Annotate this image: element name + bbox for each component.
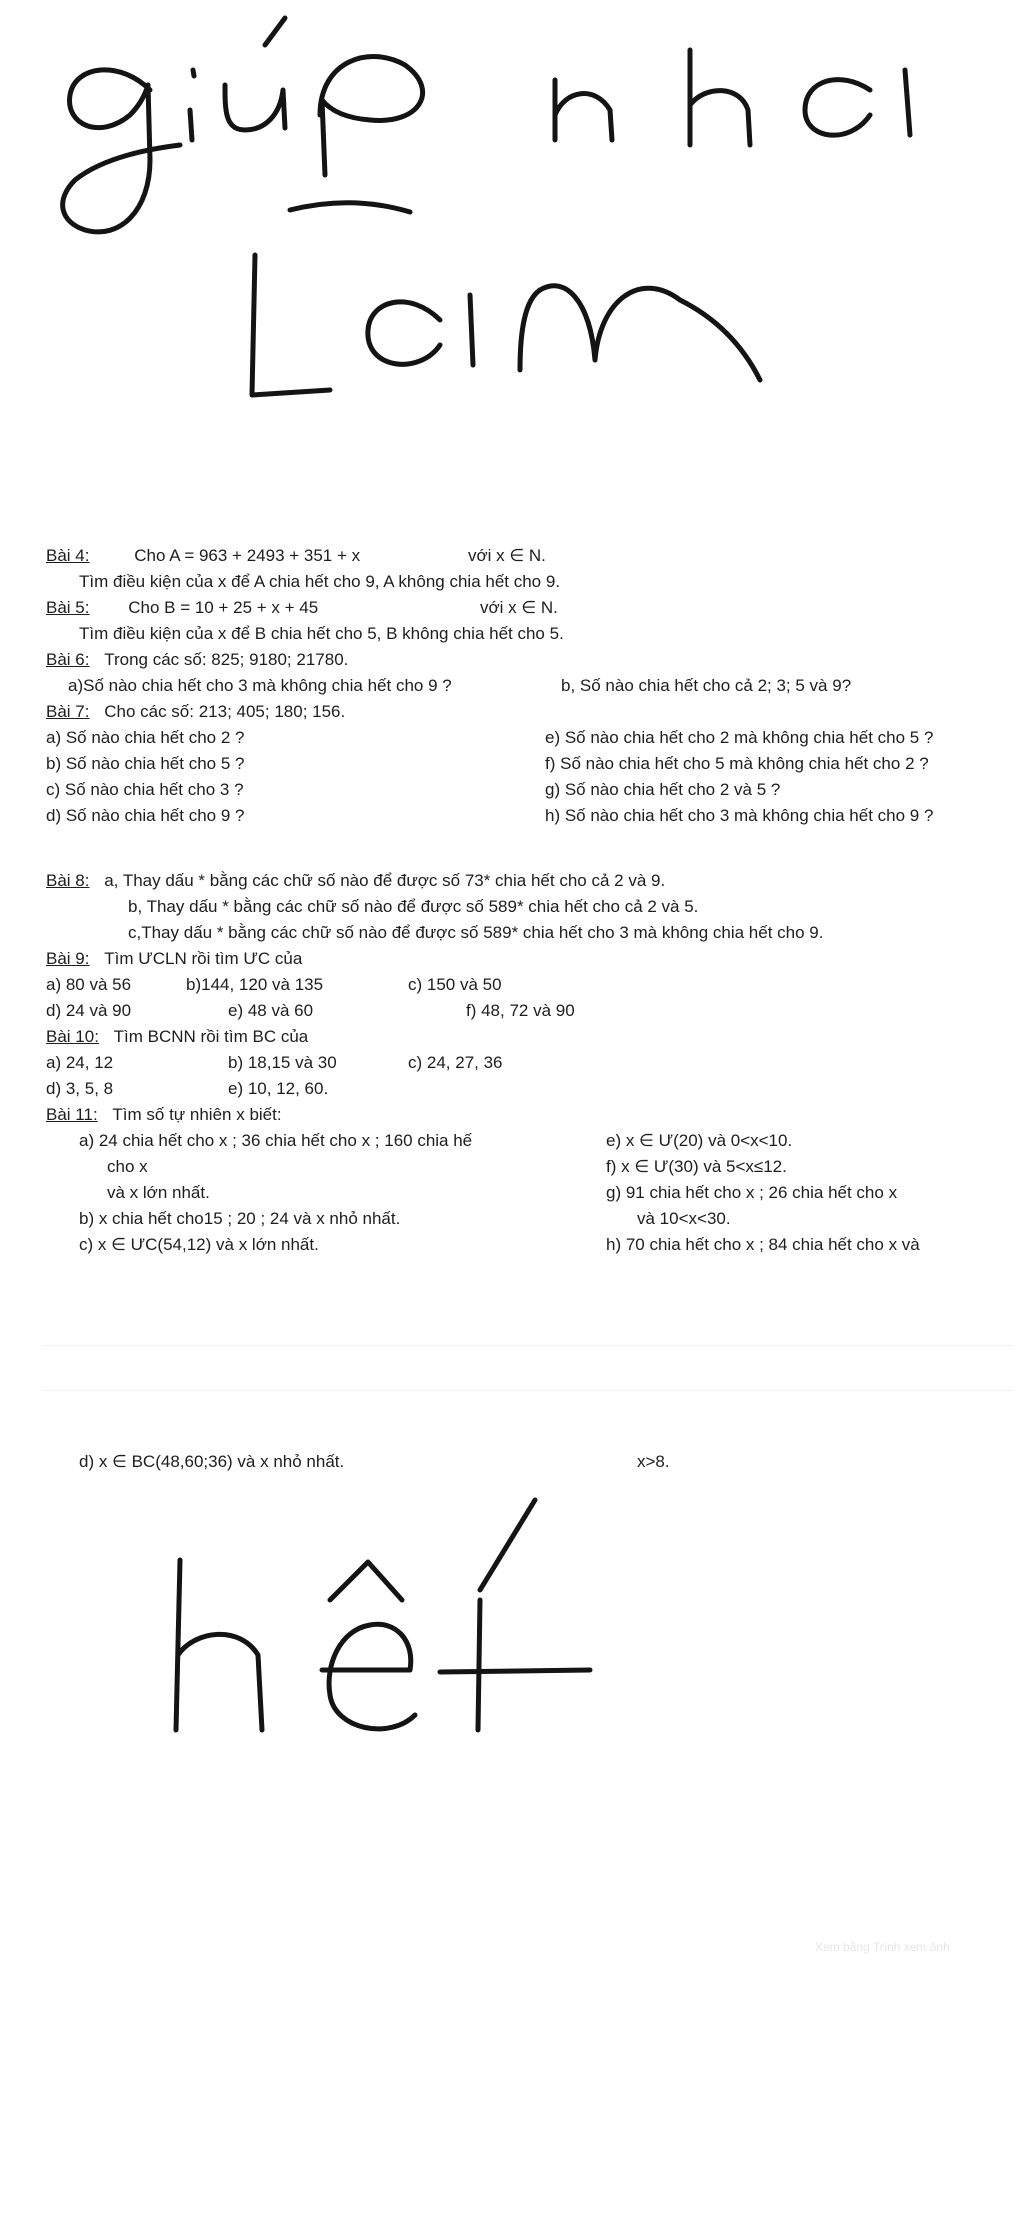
exercise-7-part-h: h) Số nào chia hết cho 3 mà không chia hết cho 9 ? <box>545 806 934 825</box>
handwritten-letter-a2 <box>368 295 473 365</box>
exercise-5-question: Tìm điều kiện của x để B chia hết cho 5, B không chia hết cho 5. <box>79 624 564 643</box>
exercise-9-title-line <box>46 948 302 970</box>
exercise-11-part-g-line1: g) 91 chia hết cho x ; 26 chia hết cho x <box>606 1183 898 1202</box>
handwritten-title <box>0 0 1024 500</box>
exercise-9-part-d: d) 24 và 90 <box>46 1001 132 1020</box>
exercise-6-part-a: a)Số nào chia hết cho 3 mà không chia hết cho 9 ? <box>68 676 452 695</box>
handwritten-letter-i <box>190 70 194 140</box>
exercise-7-part-f: f) Số nào chia hết cho 5 mà không chia hết cho 2 ? <box>545 754 929 773</box>
exercise-4-condition: với x ∈ N. <box>468 546 546 565</box>
handwritten-circumflex <box>330 1562 402 1600</box>
exercise-5-condition: với x ∈ N. <box>480 598 558 617</box>
handwritten-acute <box>480 1500 535 1590</box>
exercise-11-part-h: h) 70 chia hết cho x ; 84 chia hết cho x và <box>606 1235 920 1254</box>
handwritten-dash <box>290 203 410 212</box>
exercise-9-text: Tìm ƯCLN rồi tìm ƯC của <box>104 949 303 968</box>
handwritten-letter-h2 <box>176 1560 262 1730</box>
page-divider-top <box>44 1345 1014 1346</box>
exercise-6-title-line <box>46 649 348 671</box>
exercise-4-text: Cho A = 963 + 2493 + 351 + x <box>134 546 361 565</box>
handwritten-letter-t <box>440 1600 590 1730</box>
exercise-11-part-d: d) x ∈ BC(48,60;36) và x nhỏ nhất. <box>79 1452 345 1471</box>
handwritten-letter-L <box>252 255 330 395</box>
image-viewer-watermark: Xem bằng Trình xem ảnh <box>815 1940 950 1954</box>
exercise-7-part-c: c) Số nào chia hết cho 3 ? <box>46 780 244 799</box>
exercise-11-part-a-line2: cho x <box>107 1157 148 1176</box>
exercise-11-title-line <box>46 1104 282 1126</box>
exercise-11-part-e: e) x ∈ Ư(20) và 0<x<10. <box>606 1131 793 1150</box>
handwritten-letter-m <box>520 286 760 380</box>
handwritten-end-word <box>0 1490 700 1780</box>
exercise-10-part-d: d) 3, 5, 8 <box>46 1079 114 1098</box>
exercise-7-title-line <box>46 701 345 723</box>
exercise-9-part-f: f) 48, 72 và 90 <box>466 1001 575 1020</box>
page-divider-bottom <box>44 1390 1014 1391</box>
exercise-7-part-d: d) Số nào chia hết cho 9 ? <box>46 806 245 825</box>
exercise-7-part-e: e) Số nào chia hết cho 2 mà không chia hết cho 5 ? <box>545 728 934 747</box>
exercise-11-part-g-line2: và 10<x<30. <box>637 1209 731 1228</box>
exercise-10-part-e: e) 10, 12, 60. <box>228 1079 329 1098</box>
exercise-11-part-a-line1: a) 24 chia hết cho x ; 36 chia hết cho x ; 160 chia hế <box>79 1131 473 1150</box>
exercise-11-part-c: c) x ∈ ƯC(54,12) và x lớn nhất. <box>79 1235 319 1254</box>
exercise-10-text: Tìm BCNN rồi tìm BC của <box>113 1027 309 1046</box>
exercise-9-part-e: e) 48 và 60 <box>228 1001 314 1020</box>
handwritten-accent <box>265 18 285 45</box>
exercise-7-part-a: a) Số nào chia hết cho 2 ? <box>46 728 245 747</box>
exercise-11-part-f: f) x ∈ Ư(30) và 5<x≤12. <box>606 1157 787 1176</box>
exercise-7-label: Bài 7: <box>46 702 90 721</box>
exercise-7-text: Cho các số: 213; 405; 180; 156. <box>104 702 346 721</box>
exercise-5-title-line <box>46 597 558 619</box>
exercise-6-part-b: b, Số nào chia hết cho cả 2; 3; 5 và 9? <box>561 676 852 695</box>
exercise-10-part-c: c) 24, 27, 36 <box>408 1053 503 1072</box>
exercise-8-label: Bài 8: <box>46 871 90 890</box>
handwritten-letter-g <box>63 70 180 232</box>
exercise-11-text: Tìm số tự nhiên x biết: <box>112 1105 282 1124</box>
exercise-11-label: Bài 11: <box>46 1105 98 1124</box>
exercise-8-part-c: c,Thay dấu * bằng các chữ số nào để được số 589* chia hết cho 3 mà không chia hết cho 9. <box>128 923 824 942</box>
handwritten-letter-a <box>805 70 910 135</box>
handwritten-letter-n <box>555 80 612 140</box>
handwritten-letter-p <box>320 57 423 175</box>
handwritten-letter-e <box>322 1624 415 1729</box>
exercise-9-part-a: a) 80 và 56 <box>46 975 132 994</box>
exercise-5-label: Bài 5: <box>46 598 90 617</box>
exercise-8-part-b: b, Thay dấu * bằng các chữ số nào để được số 589* chia hết cho cả 2 và 5. <box>128 897 699 916</box>
exercise-7-part-g: g) Số nào chia hết cho 2 và 5 ? <box>545 780 781 799</box>
exercise-9-part-c: c) 150 và 50 <box>408 975 502 994</box>
exercise-10-part-a: a) 24, 12 <box>46 1053 114 1072</box>
exercise-4-title-line <box>46 545 546 567</box>
exercise-10-label: Bài 10: <box>46 1027 99 1046</box>
exercise-10-title-line <box>46 1026 308 1048</box>
exercise-5-text: Cho B = 10 + 25 + x + 45 <box>128 598 319 617</box>
handwritten-letter-h <box>690 50 750 145</box>
exercise-8-part-a: a, Thay dấu * bằng các chữ số nào để được số 73* chia hết cho cả 2 và 9. <box>104 871 666 890</box>
exercise-9-part-b: b)144, 120 và 135 <box>186 975 324 994</box>
exercise-11-part-a-line3: và x lớn nhất. <box>107 1183 210 1202</box>
exercise-8-title-line <box>46 870 665 892</box>
handwritten-letter-u <box>225 85 285 130</box>
exercise-10-part-b: b) 18,15 và 30 <box>228 1053 337 1072</box>
exercise-7-part-b: b) Số nào chia hết cho 5 ? <box>46 754 245 773</box>
exercise-6-label: Bài 6: <box>46 650 90 669</box>
exercise-9-label: Bài 9: <box>46 949 90 968</box>
exercise-11-part-b: b) x chia hết cho15 ; 20 ; 24 và x nhỏ nhất. <box>79 1209 401 1228</box>
exercise-4-label: Bài 4: <box>46 546 90 565</box>
exercise-11-part-h-continued: x>8. <box>637 1452 670 1471</box>
exercise-6-text: Trong các số: 825; 9180; 21780. <box>104 650 349 669</box>
exercise-4-question: Tìm điều kiện của x để A chia hết cho 9, A không chia hết cho 9. <box>79 572 561 591</box>
